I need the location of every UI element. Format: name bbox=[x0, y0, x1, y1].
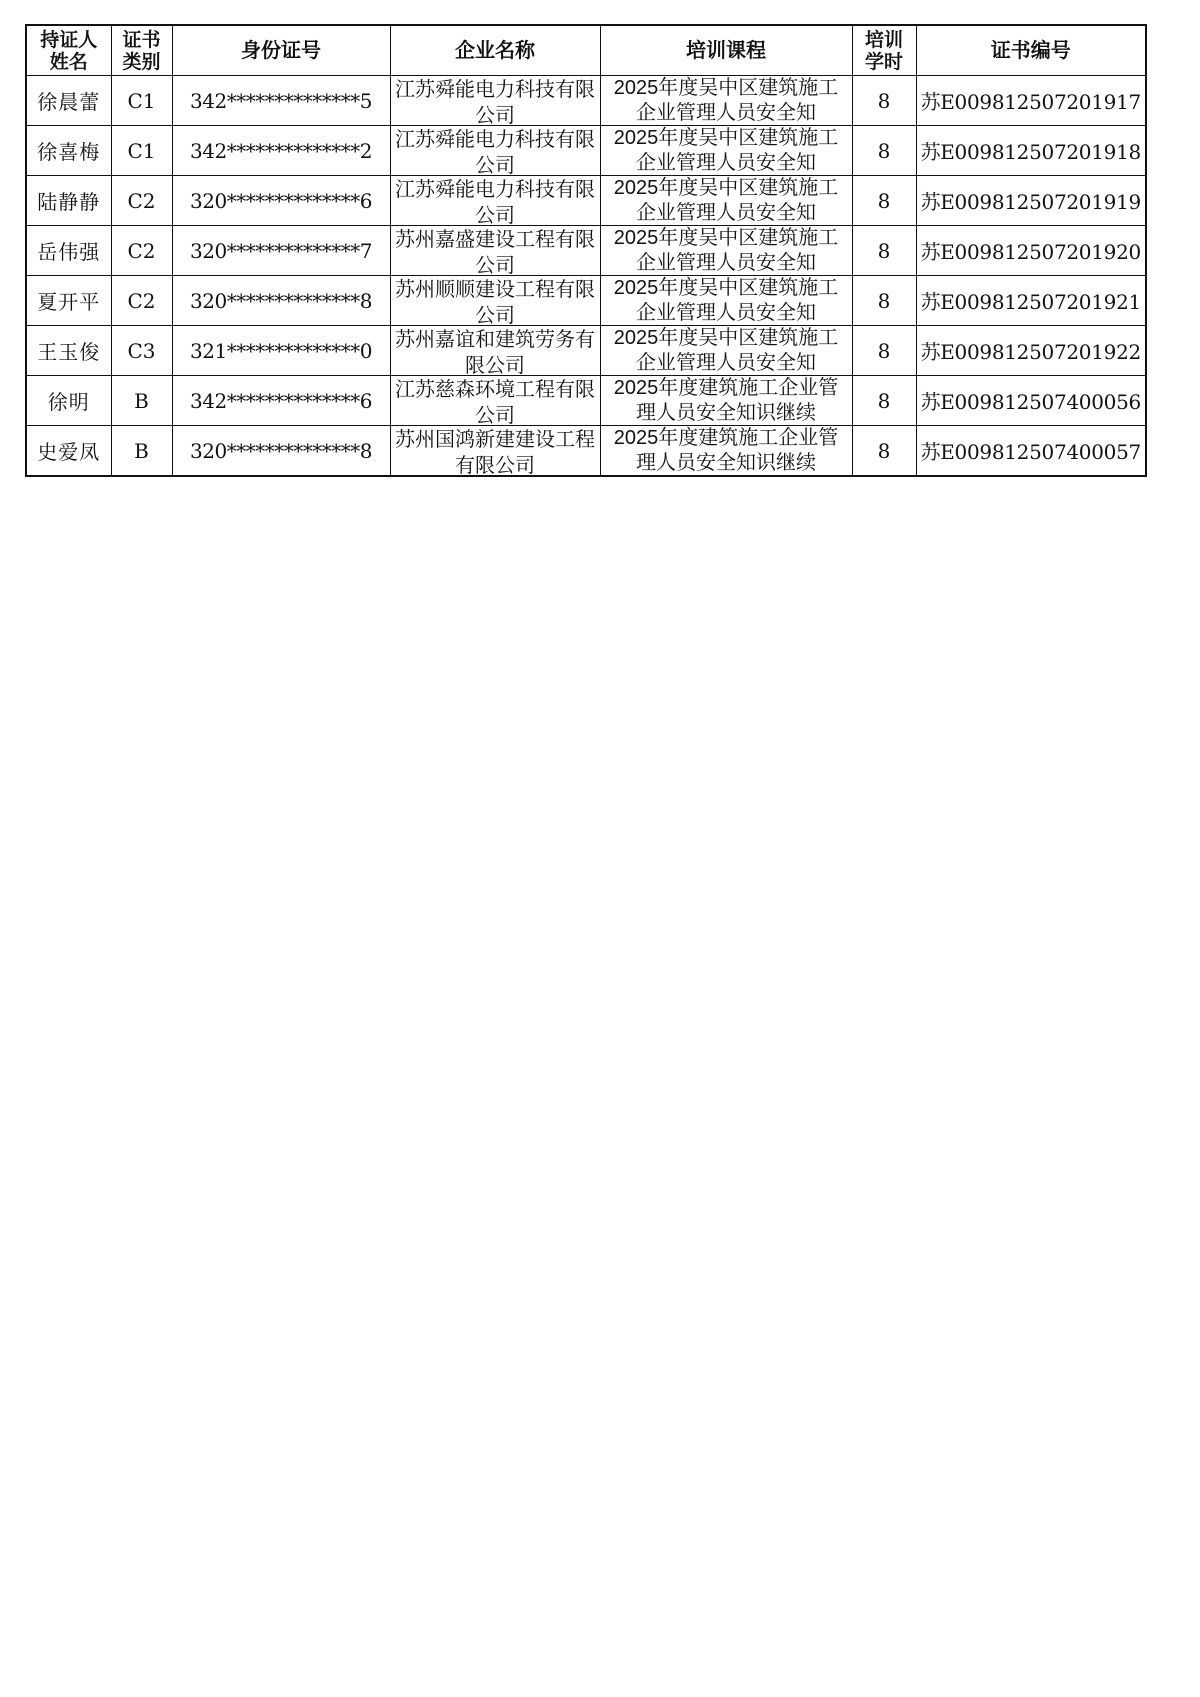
course-cell: 2025年度吴中区建筑施工企业管理人员安全知 bbox=[600, 76, 852, 126]
cert-type-cell: C2 bbox=[111, 176, 172, 226]
table-header-row bbox=[26, 25, 1146, 76]
cert-type-cell: B bbox=[111, 376, 172, 426]
header-cert-type: 证书 类别 bbox=[111, 25, 172, 76]
id-number-cell: 320**************6 bbox=[172, 176, 390, 226]
header-hours: 培训 学时 bbox=[852, 25, 916, 76]
id-number-cell: 342**************2 bbox=[172, 126, 390, 176]
cert-number-cell: 苏E009812507201922 bbox=[916, 326, 1146, 376]
holder-name-cell: 徐晨蕾 bbox=[26, 76, 111, 126]
document-sheet bbox=[25, 24, 1145, 477]
table-row bbox=[26, 126, 1146, 176]
header-id-number: 身份证号 bbox=[172, 25, 390, 76]
header-course: 培训课程 bbox=[600, 25, 852, 76]
header-holder-name: 持证人 姓名 bbox=[26, 25, 111, 76]
cert-type-cell: C1 bbox=[111, 126, 172, 176]
course-cell: 2025年度吴中区建筑施工企业管理人员安全知 bbox=[600, 326, 852, 376]
company-cell: 苏州嘉谊和建筑劳务有限公司 bbox=[390, 326, 600, 376]
company-cell: 苏州嘉盛建设工程有限公司 bbox=[390, 226, 600, 276]
cert-number-cell: 苏E009812507201920 bbox=[916, 226, 1146, 276]
course-cell: 2025年度建筑施工企业管理人员安全知识继续 bbox=[600, 376, 852, 426]
hours-cell: 8 bbox=[852, 276, 916, 326]
cert-number-cell: 苏E009812507201918 bbox=[916, 126, 1146, 176]
table-row bbox=[26, 76, 1146, 126]
hours-cell: 8 bbox=[852, 226, 916, 276]
cert-number-cell: 苏E009812507201917 bbox=[916, 76, 1146, 126]
company-cell: 苏州国鸿新建建设工程有限公司 bbox=[390, 426, 600, 477]
course-cell: 2025年度吴中区建筑施工企业管理人员安全知 bbox=[600, 226, 852, 276]
holder-name-cell: 陆静静 bbox=[26, 176, 111, 226]
company-cell: 江苏舜能电力科技有限公司 bbox=[390, 76, 600, 126]
header-company: 企业名称 bbox=[390, 25, 600, 76]
holder-name-cell: 王玉俊 bbox=[26, 326, 111, 376]
holder-name-cell: 史爱凤 bbox=[26, 426, 111, 477]
cert-type-cell: C2 bbox=[111, 226, 172, 276]
id-number-cell: 321**************0 bbox=[172, 326, 390, 376]
hours-cell: 8 bbox=[852, 126, 916, 176]
hours-cell: 8 bbox=[852, 426, 916, 477]
holder-name-cell: 夏开平 bbox=[26, 276, 111, 326]
id-number-cell: 320**************8 bbox=[172, 276, 390, 326]
certificate-table bbox=[25, 24, 1147, 477]
id-number-cell: 320**************8 bbox=[172, 426, 390, 477]
course-cell: 2025年度吴中区建筑施工企业管理人员安全知 bbox=[600, 276, 852, 326]
company-cell: 江苏舜能电力科技有限公司 bbox=[390, 176, 600, 226]
table-row bbox=[26, 226, 1146, 276]
holder-name-cell: 徐明 bbox=[26, 376, 111, 426]
cert-number-cell: 苏E009812507400057 bbox=[916, 426, 1146, 477]
id-number-cell: 342**************6 bbox=[172, 376, 390, 426]
cert-type-cell: C1 bbox=[111, 76, 172, 126]
hours-cell: 8 bbox=[852, 376, 916, 426]
company-cell: 江苏慈森环境工程有限公司 bbox=[390, 376, 600, 426]
header-cert-number: 证书编号 bbox=[916, 25, 1146, 76]
id-number-cell: 342**************5 bbox=[172, 76, 390, 126]
holder-name-cell: 徐喜梅 bbox=[26, 126, 111, 176]
table-row bbox=[26, 376, 1146, 426]
cert-number-cell: 苏E009812507201921 bbox=[916, 276, 1146, 326]
holder-name-cell: 岳伟强 bbox=[26, 226, 111, 276]
id-number-cell: 320**************7 bbox=[172, 226, 390, 276]
cert-type-cell: C3 bbox=[111, 326, 172, 376]
cert-type-cell: C2 bbox=[111, 276, 172, 326]
table-row bbox=[26, 276, 1146, 326]
table-body bbox=[26, 76, 1146, 477]
hours-cell: 8 bbox=[852, 326, 916, 376]
course-cell: 2025年度吴中区建筑施工企业管理人员安全知 bbox=[600, 126, 852, 176]
cert-type-cell: B bbox=[111, 426, 172, 477]
cert-number-cell: 苏E009812507400056 bbox=[916, 376, 1146, 426]
course-cell: 2025年度建筑施工企业管理人员安全知识继续 bbox=[600, 426, 852, 477]
table-row bbox=[26, 176, 1146, 226]
course-cell: 2025年度吴中区建筑施工企业管理人员安全知 bbox=[600, 176, 852, 226]
hours-cell: 8 bbox=[852, 76, 916, 126]
table-row bbox=[26, 426, 1146, 477]
table-row bbox=[26, 326, 1146, 376]
company-cell: 江苏舜能电力科技有限公司 bbox=[390, 126, 600, 176]
company-cell: 苏州顺顺建设工程有限公司 bbox=[390, 276, 600, 326]
hours-cell: 8 bbox=[852, 176, 916, 226]
cert-number-cell: 苏E009812507201919 bbox=[916, 176, 1146, 226]
